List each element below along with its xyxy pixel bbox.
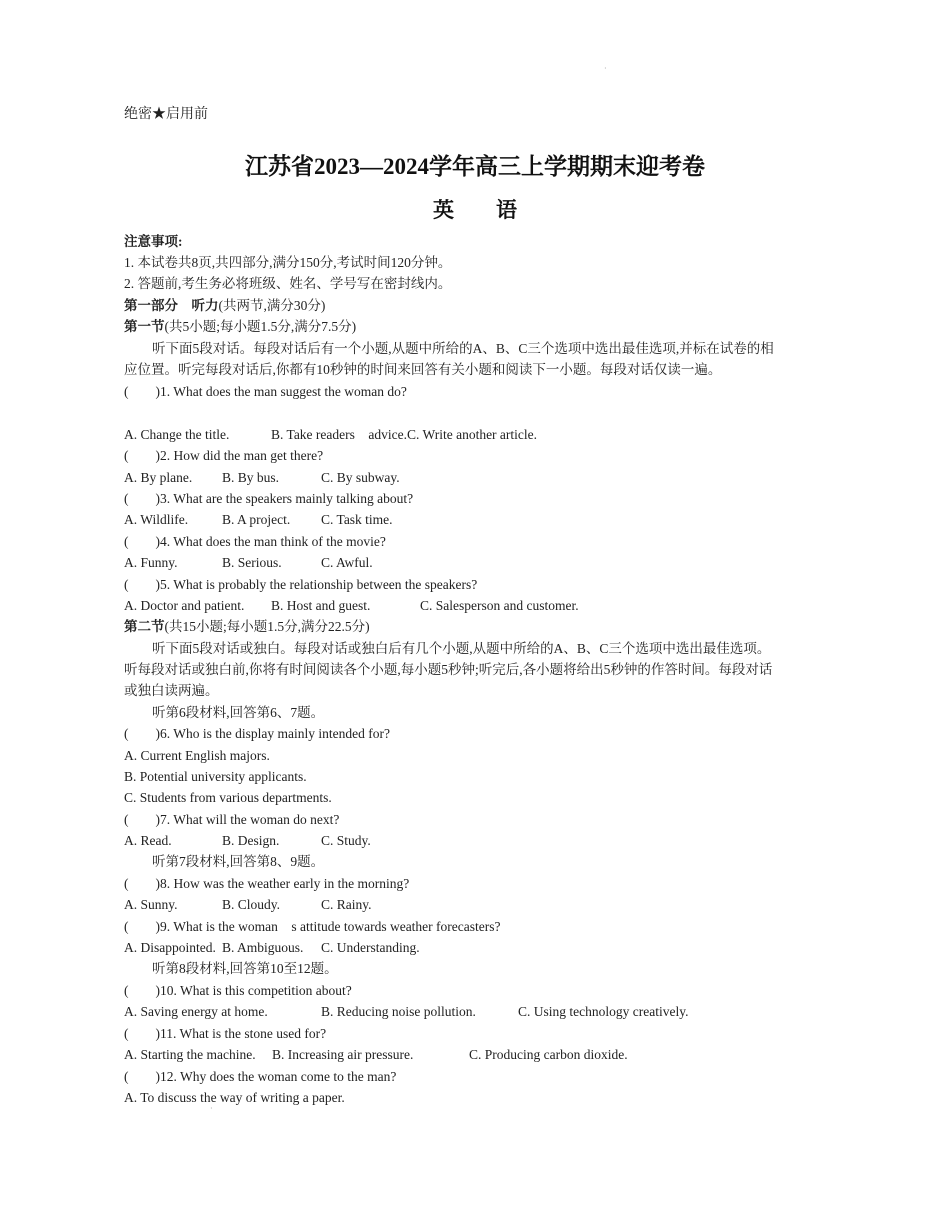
question-stem: ( )8. How was the weather early in the morning? <box>124 876 410 891</box>
exam-title: 江苏省2023—2024学年高三上学期期末迎考卷 <box>245 154 705 179</box>
option-b: B. A project. <box>222 512 291 527</box>
option-c: C. Task time. <box>321 512 393 527</box>
question-stem: ( )5. What is probably the relationship between the speakers? <box>124 577 478 592</box>
option-c: C. Understanding. <box>321 940 420 955</box>
question-options <box>124 896 372 914</box>
option-b: B. Ambiguous. <box>222 940 304 955</box>
option-a: A. Wildlife. <box>124 512 189 527</box>
section1-note: (共5小题;每小题1.5分,满分7.5分) <box>164 319 357 334</box>
question-options <box>124 426 537 444</box>
notes-heading: 注意事项: <box>124 234 183 249</box>
option-b: B. Host and guest. <box>271 598 371 613</box>
option-c: C. Salesperson and customer. <box>420 598 579 613</box>
question-stem: ( )6. Who is the display mainly intended for? <box>124 726 390 741</box>
question-stem: ( )7. What will the woman do next? <box>124 812 340 827</box>
subject-title: 英 语 <box>433 198 517 222</box>
option-a: A. Change the title. <box>124 427 230 442</box>
option-b: B. Potential university applicants. <box>124 769 307 784</box>
section1-instructions: 应位置。听完每段对话后,你都有10秒钟的时间来回答有关小题和阅读下一小题。每段对话仅读一遍。 <box>124 362 722 377</box>
notes-item: 1. 本试卷共8页,共四部分,满分150分,考试时间120分钟。 <box>124 255 452 270</box>
option-a: A. Sunny. <box>124 897 178 912</box>
section1-title: 第一节 <box>124 319 165 334</box>
option-c: C. Using technology creatively. <box>518 1004 689 1019</box>
option-a: A. By plane. <box>124 470 193 485</box>
option-a: A. Current English majors. <box>124 748 270 763</box>
section2-instructions: 或独白读两遍。 <box>124 683 219 698</box>
notes-item: 2. 答题前,考生务必将班级、姓名、学号写在密封线内。 <box>124 276 452 291</box>
question-stem: ( )3. What are the speakers mainly talking about? <box>124 491 414 506</box>
part1-title: 第一部分 听力 <box>124 298 219 313</box>
option-b: B. By bus. <box>222 470 280 485</box>
option-c: C. Rainy. <box>321 897 372 912</box>
section1-instructions: 听下面5段对话。每段对话后有一个小题,从题中所给的A、B、C三个选项中选出最佳选项,并标在试卷的相 <box>152 341 774 356</box>
option-b: B. Reducing noise pollution. <box>321 1004 476 1019</box>
question-options <box>124 597 579 615</box>
part1-note: (共两节,满分30分) <box>218 298 326 313</box>
section2-title: 第二节 <box>124 619 165 634</box>
option-c: C. Write another article. <box>407 427 538 442</box>
option-b: B. Design. <box>222 833 280 848</box>
option-c: C. Awful. <box>321 555 373 570</box>
option-a: A. Funny. <box>124 555 178 570</box>
option-b: B. Increasing air pressure. <box>272 1047 414 1062</box>
material-heading: 听第6段材料,回答第6、7题。 <box>152 705 325 720</box>
question-options <box>124 554 373 572</box>
question-options <box>124 469 400 487</box>
option-a: A. Saving energy at home. <box>124 1004 268 1019</box>
question-stem: ( )2. How did the man get there? <box>124 448 324 463</box>
question-options <box>124 511 393 529</box>
option-a: A. Doctor and patient. <box>124 598 245 613</box>
question-stem: ( )4. What does the man think of the movie? <box>124 534 386 549</box>
question-options <box>124 939 420 957</box>
question-options <box>124 832 371 850</box>
option-a: A. Read. <box>124 833 172 848</box>
question-options <box>124 1003 688 1021</box>
question-stem: ( )9. What is the woman s attitude towards weather forecasters? <box>124 919 501 934</box>
option-b: B. Cloudy. <box>222 897 281 912</box>
option-c: C. Students from various departments. <box>124 790 332 805</box>
option-a: A. To discuss the way of writing a paper. <box>124 1090 345 1105</box>
option-b: B. Serious. <box>222 555 282 570</box>
question-stem: ( )1. What does the man suggest the woman do? <box>124 384 407 399</box>
question-options <box>124 1046 628 1064</box>
part1-heading <box>124 297 325 315</box>
option-c: C. Study. <box>321 833 371 848</box>
option-c: C. Producing carbon dioxide. <box>469 1047 628 1062</box>
option-a: A. Starting the machine. <box>124 1047 256 1062</box>
option-a: A. Disappointed. <box>124 940 216 955</box>
section2-instructions: 听每段对话或独白前,你将有时间阅读各个小题,每小题5秒钟;听完后,各小题将给出5秒钟的作答时间。每段对话 <box>124 662 773 677</box>
question-stem: ( )10. What is this competition about? <box>124 983 352 998</box>
section2-heading <box>124 618 370 636</box>
material-heading: 听第8段材料,回答第10至12题。 <box>152 961 338 976</box>
material-heading: 听第7段材料,回答第8、9题。 <box>152 854 325 869</box>
header-dot: · <box>604 64 607 73</box>
question-stem: ( )12. Why does the woman come to the man? <box>124 1069 397 1084</box>
option-c: C. By subway. <box>321 470 400 485</box>
footer-dot: · <box>210 1104 213 1113</box>
secret-mark: 绝密★启用前 <box>124 107 208 122</box>
section2-instructions: 听下面5段对话或独白。每段对话或独白后有几个小题,从题中所给的A、B、C三个选项中选出最佳选项。 <box>152 641 771 656</box>
section2-note: (共15小题;每小题1.5分,满分22.5分) <box>164 619 370 634</box>
option-b: B. Take readers advice. <box>271 427 407 442</box>
question-stem: ( )11. What is the stone used for? <box>124 1026 327 1041</box>
section1-heading <box>124 318 356 336</box>
